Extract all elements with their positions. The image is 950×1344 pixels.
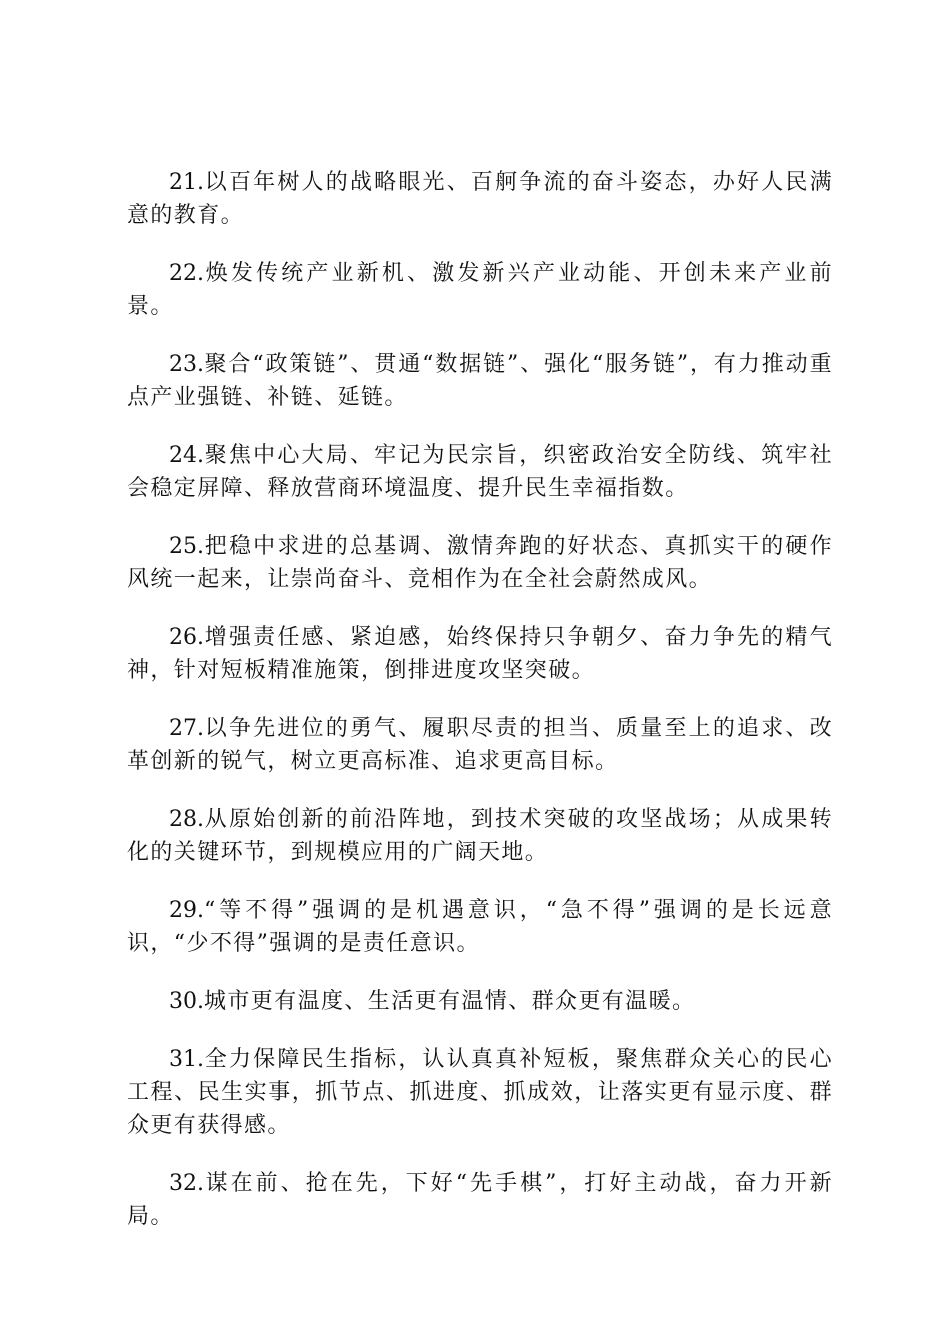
item-number: 31. — [169, 1047, 204, 1072]
item-number: 28. — [169, 807, 204, 832]
item-number: 30. — [169, 989, 204, 1014]
item-text: 谋在前、抢在先，下好“先手棋”，打好主动战，奋力开新局。 — [127, 1171, 833, 1229]
item-number: 25. — [169, 534, 204, 559]
item-text: “等不得”强调的是机遇意识，“急不得”强调的是长远意识，“少不得”强调的是责任意识。 — [127, 898, 833, 956]
item-number: 27. — [169, 716, 204, 741]
item-text: 以百年树人的战略眼光、百舸争流的奋斗姿态，办好人民满意的教育。 — [127, 170, 833, 228]
list-item — [127, 1167, 833, 1233]
item-text: 全力保障民生指标，认认真真补短板，聚焦群众关心的民心工程、民生实事，抓节点、抓进度、抓成效，让落实更有显示度、群众更有获得感。 — [127, 1047, 833, 1138]
item-text: 聚焦中心大局、牢记为民宗旨，织密政治安全防线、筑牢社会稳定屏障、释放营商环境温度、提升民生幸福指数。 — [127, 443, 833, 501]
item-text: 增强责任感、紧迫感，始终保持只争朝夕、奋力争先的精气神，针对短板精准施策，倒排进度攻坚突破。 — [127, 625, 833, 683]
list-item — [127, 803, 833, 869]
item-text: 焕发传统产业新机、激发新兴产业动能、开创未来产业前景。 — [127, 261, 833, 319]
item-text: 城市更有温度、生活更有温情、群众更有温暖。 — [204, 989, 696, 1014]
item-text: 以争先进位的勇气、履职尽责的担当、质量至上的追求、改革创新的锐气，树立更高标准、追求更高目标。 — [127, 716, 833, 774]
item-number: 23. — [169, 352, 204, 377]
list-item — [127, 1043, 833, 1142]
item-number: 29. — [169, 898, 204, 923]
list-item — [127, 894, 833, 960]
list-item — [127, 348, 833, 414]
item-number: 26. — [169, 625, 204, 650]
list-item — [127, 439, 833, 505]
item-number: 24. — [169, 443, 204, 468]
item-number: 32. — [169, 1171, 204, 1196]
list-item — [127, 621, 833, 687]
list-item — [127, 712, 833, 778]
list-item — [127, 985, 833, 1018]
item-number: 22. — [169, 261, 204, 286]
item-text: 聚合“政策链”、贯通“数据链”、强化“服务链”，有力推动重点产业强链、补链、延链。 — [127, 352, 833, 410]
item-text: 从原始创新的前沿阵地，到技术突破的攻坚战场；从成果转化的关键环节，到规模应用的广阔天地。 — [127, 807, 833, 865]
item-text: 把稳中求进的总基调、激情奔跑的好状态、真抓实干的硬作风统一起来，让崇尚奋斗、竞相作为在全社会蔚然成风。 — [127, 534, 833, 592]
document-body — [127, 166, 833, 1258]
list-item — [127, 257, 833, 323]
item-number: 21. — [169, 170, 204, 195]
list-item — [127, 166, 833, 232]
list-item — [127, 530, 833, 596]
